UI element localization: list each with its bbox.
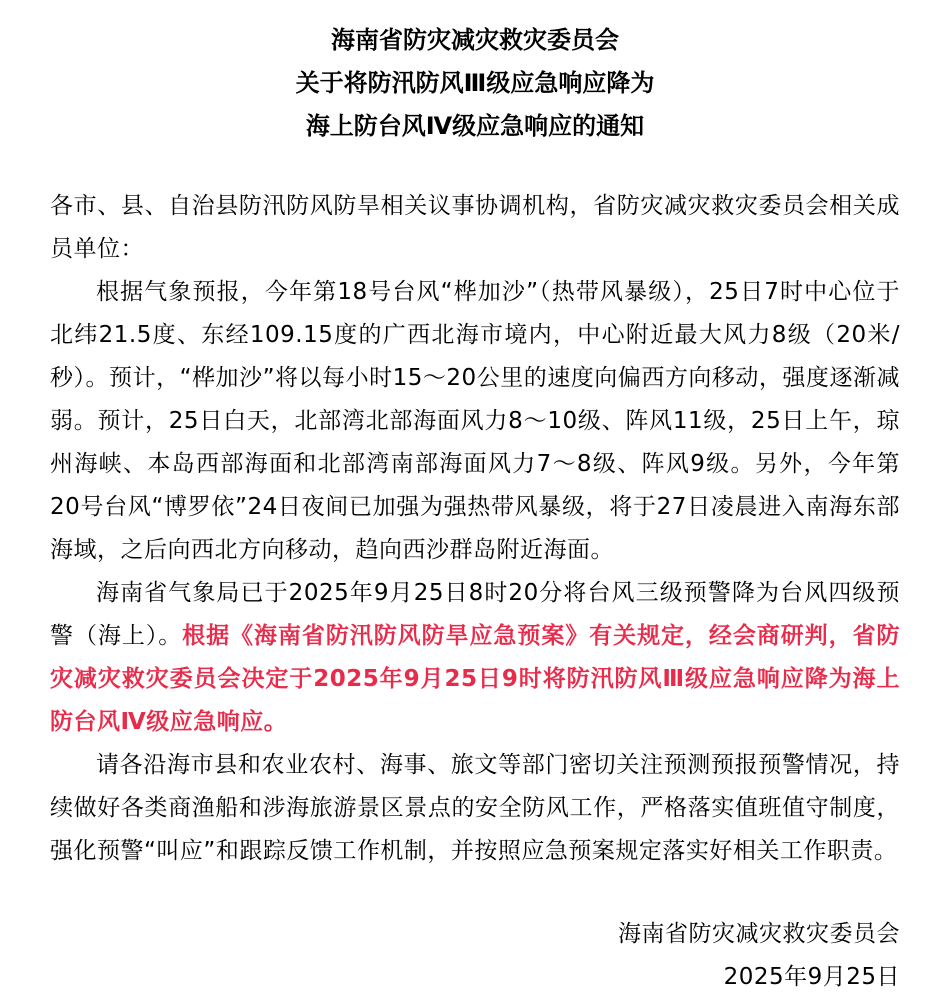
salutation: 各市、县、自治县防汛防风防旱相关议事协调机构，省防灾减灾救灾委员会相关成员单位： bbox=[50, 193, 900, 262]
notice-title-line-1: 海南省防灾减灾救灾委员会 bbox=[331, 26, 619, 54]
issue-date: 2025年9月25日 bbox=[723, 964, 900, 990]
notice-title bbox=[50, 19, 900, 148]
decision-normal-text: 海南省气象局已于2025年9月25日8时20分将台风三级预警降为台风四级预警（海上）。 bbox=[50, 580, 900, 649]
signature-block bbox=[50, 913, 900, 999]
notice-title-line-3: 海上防台风Ⅳ级应急响应的通知 bbox=[305, 112, 645, 140]
paragraph-decision bbox=[50, 572, 900, 744]
decision-highlight-text: 根据《海南省防汛防风防旱应急预案》有关规定，经会商研判，省防灾减灾救灾委员会决定于2025年9月25日9时将防汛防风Ⅲ级应急响应降为海上防台风Ⅳ级应急响应。 bbox=[50, 623, 901, 735]
issuer-signature: 海南省防灾减灾救灾委员会 bbox=[618, 921, 900, 947]
notice-body bbox=[50, 185, 900, 873]
notice-title-line-2: 关于将防汛防风Ⅲ级应急响应降为 bbox=[295, 69, 655, 97]
paragraph-requirements: 请各沿海市县和农业农村、海事、旅文等部门密切关注预测预报预警情况，持续做好各类商渔船和涉海旅游景区景点的安全防风工作，严格落实值班值守制度，强化预警“叫应”和跟踪反馈工作机制，并按照应急预案规定落实好相关工作职责。 bbox=[50, 752, 900, 864]
paragraph-forecast: 根据气象预报，今年第18号台风“桦加沙”（热带风暴级），25日7时中心位于北纬21.5度、东经109.15度的广西北海市境内，中心附近最大风力8级（20米/秒）。预计，“桦加沙”将以每小时15～20公里的速度向偏西方向移动，强度逐渐减弱。预计，25日白天，北部湾北部海面风力8～10级、阵风11级，25日上午，琼州海峡、本岛西部海面和北部湾南部海面风力7～8级、阵风9级。另外，今年第20号台风“博罗依”24日夜间已加强为强热带风暴级，将于27日凌晨进入南海东部海域，之后向西北方向移动，趋向西沙群岛附近海面。 bbox=[50, 279, 900, 563]
